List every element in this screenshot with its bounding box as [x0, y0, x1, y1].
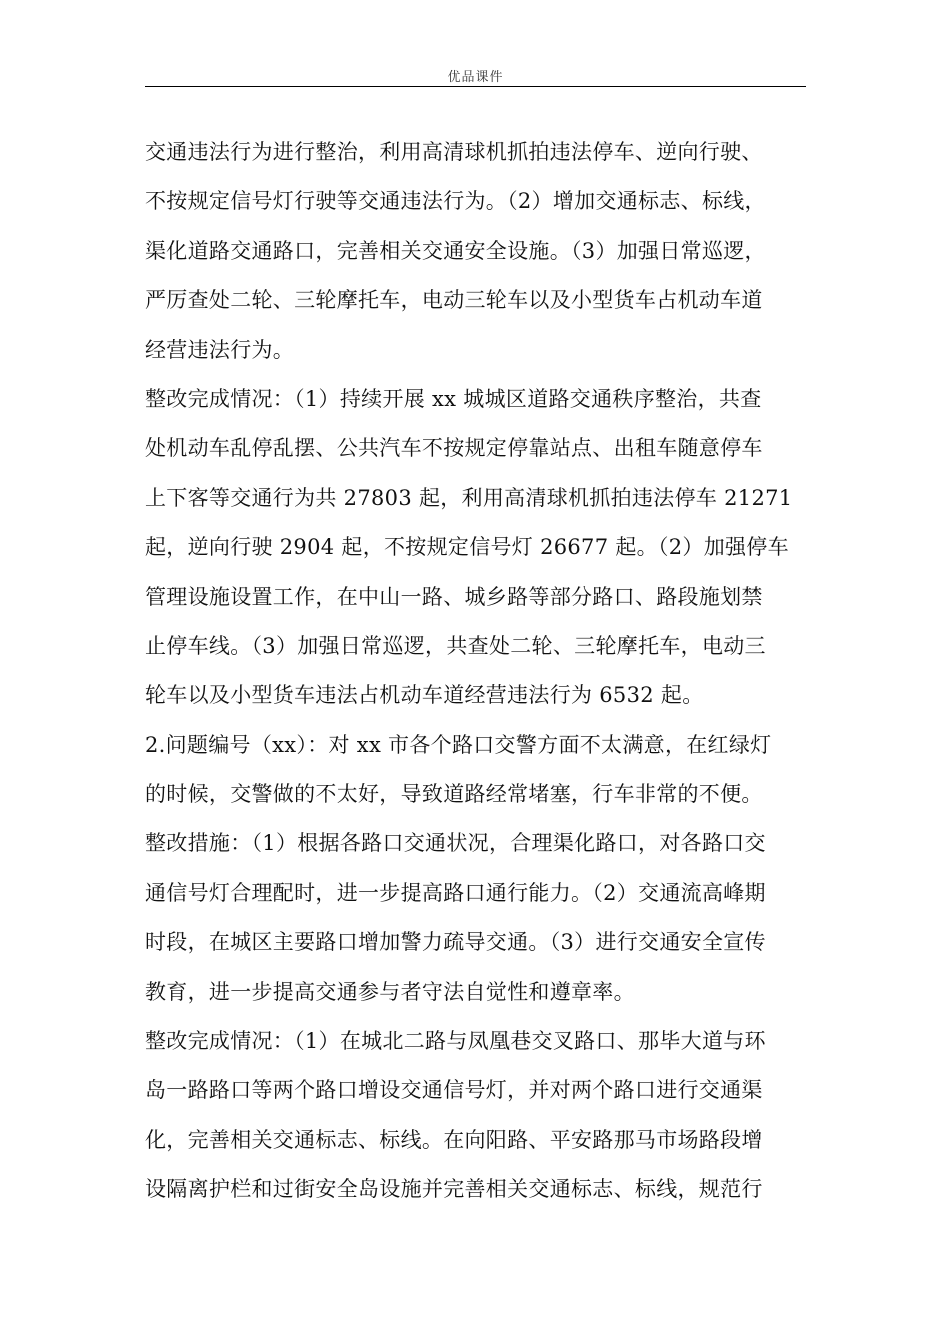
text-line: 上下客等交通行为共 27803 起，利用高清球机抓拍违法停车 21271	[145, 485, 793, 510]
text-line: 通信号灯合理配时，进一步提高路口通行能力。（2）交通流高峰期	[145, 880, 766, 905]
text-line: 处机动车乱停乱摆、公共汽车不按规定停靠站点、出租车随意停车	[145, 436, 763, 461]
text-line: 不按规定信号灯行驶等交通违法行为。（2）增加交通标志、标线，	[145, 189, 766, 214]
text-line: 交通违法行为进行整治，利用高清球机抓拍违法停车、逆向行驶、	[145, 140, 763, 164]
text-line: 2.问题编号（xx）：对 xx 市各个路口交警方面不太满意，在红绿灯	[145, 732, 772, 757]
text-line: 时段，在城区主要路口增加警力疏导交通。（3）进行交通安全宣传	[145, 930, 766, 955]
text-line: 起，逆向行驶 2904 起，不按规定信号灯 26677 起。（2）加强停车	[145, 535, 789, 560]
text-line: 管理设施设置工作，在中山一路、城乡路等部分路口、路段施划禁	[145, 584, 763, 609]
text-line: 化，完善相关交通标志、标线。在向阳路、平安路那马市场路段增	[145, 1127, 763, 1152]
text-line: 的时候，交警做的不太好，导致道路经常堵塞，行车非常的不便。	[145, 782, 763, 807]
text-line: 教育，进一步提高交通参与者守法自觉性和遵章率。	[145, 979, 635, 1004]
text-line: 整改措施：（1）根据各路口交通状况，合理渠化路口，对各路口交	[145, 831, 766, 856]
text-line: 整改完成情况：（1）在城北二路与凤凰巷交叉路口、那毕大道与环	[145, 1029, 766, 1054]
text-line: 渠化道路交通路口，完善相关交通安全设施。（3）加强日常巡逻，	[145, 238, 766, 263]
document-body	[145, 128, 825, 1215]
text-line: 整改完成情况：（1）持续开展 xx 城城区道路交通秩序整治，共查	[145, 386, 762, 411]
text-line: 经营违法行为。	[145, 337, 295, 362]
text-line: 止停车线。（3）加强日常巡逻，共查处二轮、三轮摩托车，电动三	[145, 633, 766, 658]
header-rule	[145, 86, 806, 87]
page-header-title: 优品课件	[447, 70, 504, 85]
text-line: 轮车以及小型货车违法占机动车道经营违法行为 6532 起。	[145, 683, 704, 708]
text-line: 严厉查处二轮、三轮摩托车，电动三轮车以及小型货车占机动车道	[145, 288, 763, 313]
text-line: 岛一路路口等两个路口增设交通信号灯，并对两个路口进行交通渠	[145, 1078, 763, 1103]
text-line: 设隔离护栏和过街安全岛设施并完善相关交通标志、标线，规范行	[145, 1177, 763, 1202]
